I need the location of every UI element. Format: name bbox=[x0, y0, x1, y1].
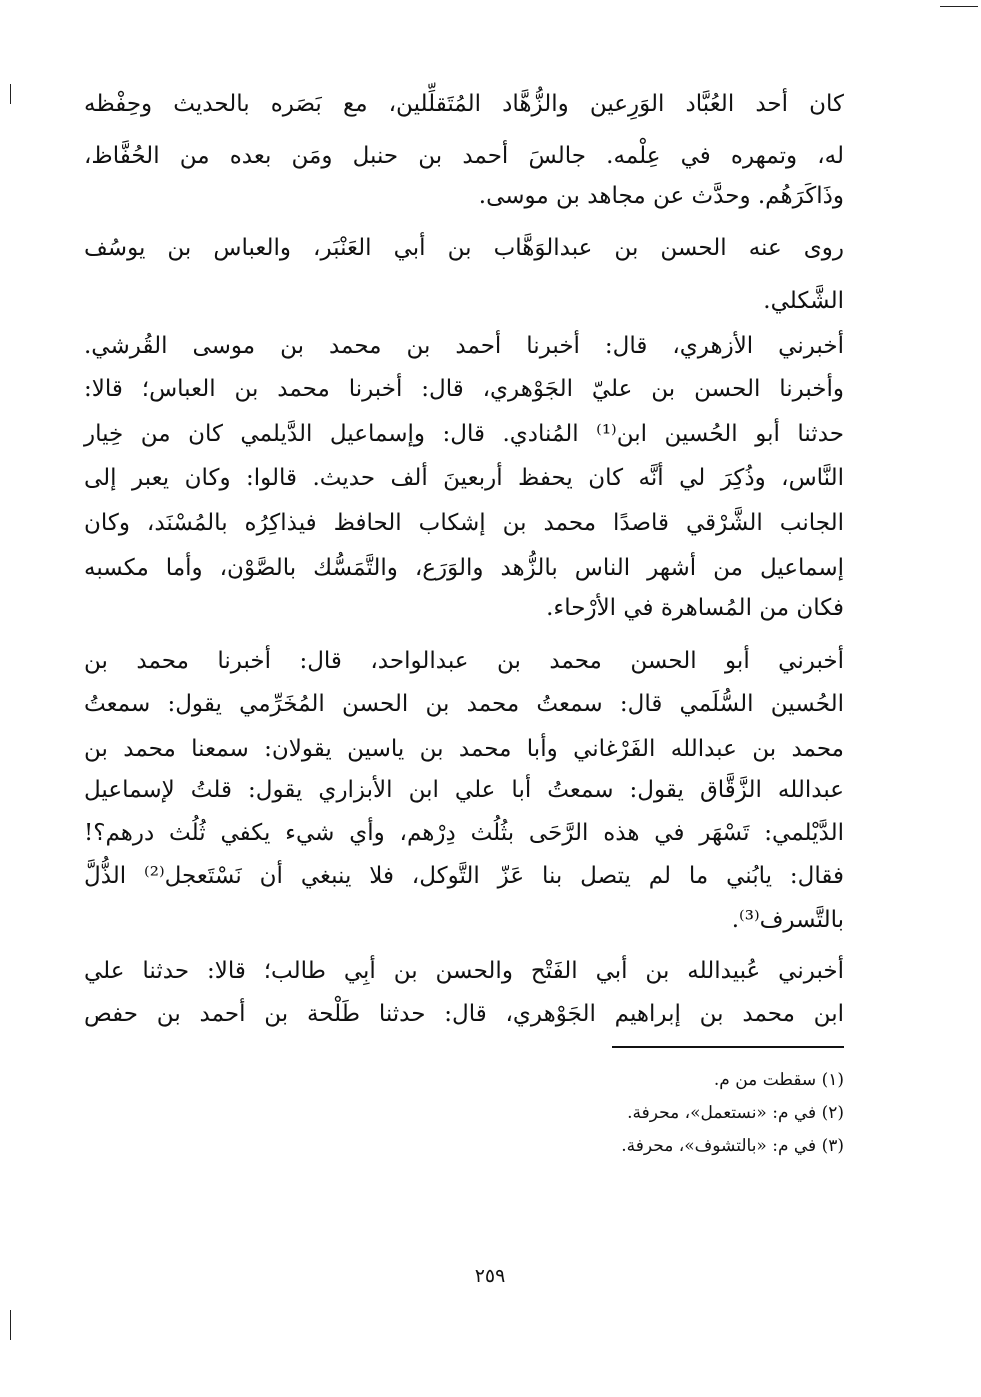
text-line: فكان من المُساهرة في الأرْحاء. bbox=[546, 595, 844, 621]
text-line: أخبرني أبو الحسن محمد بن عبدالواحد، قال: أخبرنا محمد بن bbox=[84, 648, 844, 674]
text-line: أخبرني الأزهري، قال: أخبرنا أحمد بن محمد بن موسى القُرشي. bbox=[84, 333, 844, 359]
scan-mark-top-right bbox=[940, 6, 978, 7]
text-line: إسماعيل من أشهر الناس بالزُّهد والوَرَع، والتَّمَسُّك بالصَّوْن، وأما مكسبه bbox=[84, 555, 844, 581]
footnote: (٢) في م: «نستعمل»، محرفة. bbox=[627, 1103, 844, 1123]
text-line: كان أحد العُبَّاد الوَرِعين والزُّهَّاد المُتَقلِّلين، مع بَصَره بالحديث وحِفْظه bbox=[84, 91, 844, 117]
footnote: (١) سقطت من م. bbox=[713, 1070, 844, 1090]
text-line: روى عنه الحسن بن عبدالوَهَّاب بن أبي العَنْبَر، والعباس بن يوسُف bbox=[84, 235, 844, 261]
text-line: الجانب الشَّرْقي قاصدًا محمد بن إشكاب الحافظ فيذاكِرُه بالمُسْنَد، وكان bbox=[84, 510, 844, 536]
text-line: الحُسين السُّلَمي قال: سمعتُ محمد بن الحسن المُخَرِّمي يقول: سمعتُ bbox=[84, 691, 844, 717]
text-line: بالتَّسرف⁽³⁾. bbox=[731, 907, 844, 933]
footnote-separator bbox=[612, 1046, 844, 1048]
scan-mark-left-top bbox=[10, 84, 11, 104]
text-line: محمد بن عبدالله الفَرْغاني وأبا محمد بن ياسين يقولان: سمعنا محمد بن bbox=[84, 736, 844, 762]
text-line: وذَاكَرَهُم. وحدَّث عن مجاهد بن موسى. bbox=[478, 183, 844, 209]
text-line: النَّاس، وذُكِرَ لي أنَّه كان يحفظ أربعينَ ألف حديث. قالوا: وكان يعبر إلى bbox=[84, 465, 844, 491]
text-line: ابن محمد بن إبراهيم الجَوْهري، قال: حدثنا طَلْحة بن أحمد بن حفص bbox=[84, 1001, 844, 1027]
text-line: الشَّكلي. bbox=[763, 288, 844, 314]
text-line: وأخبرنا الحسن بن عليّ الجَوْهري، قال: أخبرنا محمد بن العباس؛ قالا: bbox=[84, 376, 844, 402]
text-line: له، وتمهره في عِلْمه. جالسَ أحمد بن حنبل ومَن بعده من الحُفَّاظ، bbox=[84, 143, 844, 169]
text-line: الدَّيْلمي: تَسْهَر في هذه الرَّحَى بثُلُث دِرْهم، وأي شيء يكفي ثُلُث درهم؟! bbox=[84, 820, 844, 846]
footnote: (٣) في م: «بالتشوف»، محرفة. bbox=[621, 1136, 844, 1156]
page-number: ٢٥٩ bbox=[474, 1265, 506, 1287]
text-line: عبدالله الزَّقَّاق يقول: سمعتُ أبا علي ابن الأبزاري يقول: قلتُ لإسماعيل bbox=[84, 777, 844, 803]
text-line: فقال: يابُني ما لم يتصل بنا عَزّ التَّوكل، فلا ينبغي أن نَسْتَعجل⁽²⁾ الذُّلَّ bbox=[84, 863, 844, 889]
text-line: حدثنا أبو الحُسين ابن⁽¹⁾ المُنادي. قال: وإسماعيل الدَّيلمي كان من خِيار bbox=[84, 421, 844, 447]
scan-mark-left-bottom bbox=[10, 1310, 11, 1340]
text-line: أخبرني عُبيدالله بن أبي الفَتْح والحسن بن أبِي طالب؛ قالا: حدثنا علي bbox=[84, 958, 844, 984]
